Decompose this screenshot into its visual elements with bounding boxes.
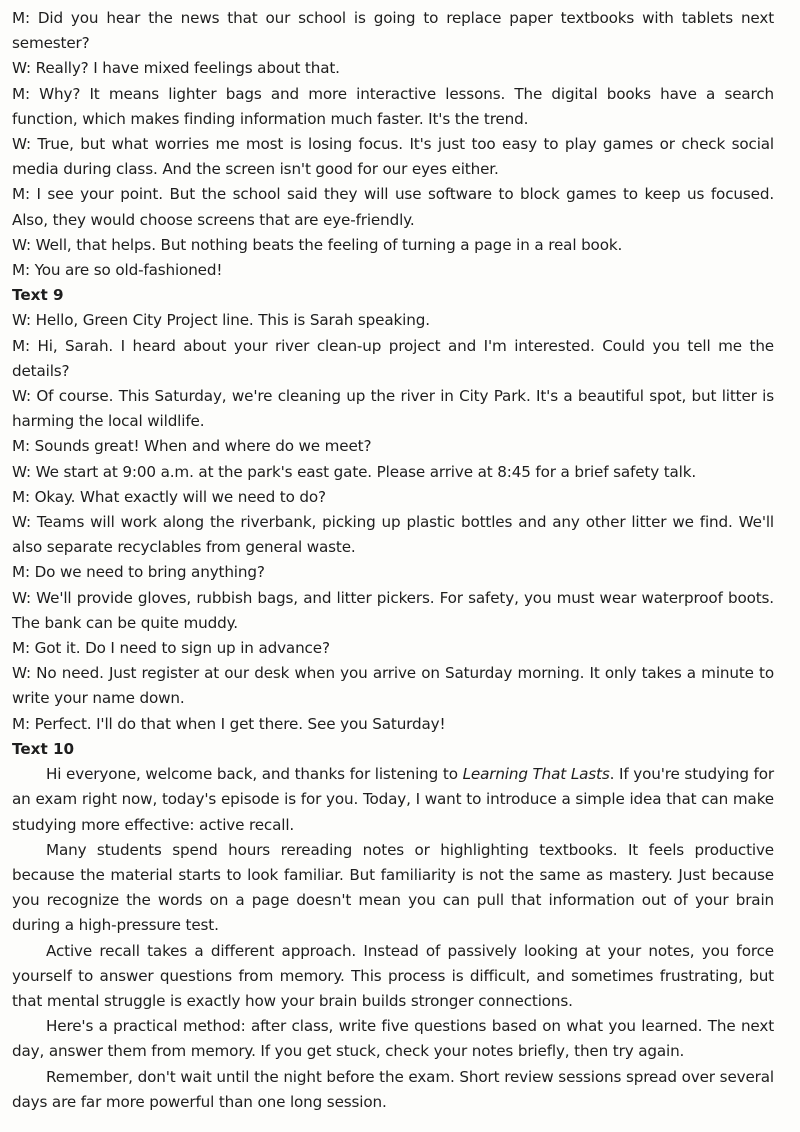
dialogue-line: M: You are so old-fashioned! [12, 261, 223, 280]
dialogue-line: W: Teams will work along the riverbank, picking up plastic bottles and any other litter we find. We'll also separate recyclables from general waste. [12, 513, 774, 557]
dialogue-line: W: We'll provide gloves, rubbish bags, and litter pickers. For safety, you must wear waterproof boots. The bank can be quite muddy. [12, 588, 774, 632]
paragraph-text: . If you're studying for an exam right now, today's episode is for you. Today, I want to introduce a simple idea that can make studying more effective: active recall. [12, 765, 774, 834]
paragraph [12, 762, 774, 838]
section-heading-text9: Text 9 [12, 286, 64, 305]
dialogue-line: M: Perfect. I'll do that when I get there. See you Saturday! [12, 714, 446, 733]
paragraph: Here's a practical method: after class, write five questions based on what you learned. The next day, answer them from memory. If you get stuck, check your notes briefly, then try again. [12, 1017, 774, 1061]
dialogue-line: W: We start at 9:00 a.m. at the park's east gate. Please arrive at 8:45 for a brief safety talk. [12, 462, 697, 481]
dialogue-line: M: Did you hear the news that our school is going to replace paper textbooks with tablets next semester? [12, 9, 774, 53]
dialogue-line: W: True, but what worries me most is losing focus. It's just too easy to play games or check social media during class. And the screen isn't good for our eyes either. [12, 135, 774, 179]
dialogue-line: W: Of course. This Saturday, we're cleaning up the river in City Park. It's a beautiful spot, but litter is harming the local wildlife. [12, 387, 774, 431]
dialogue-line: W: Really? I have mixed feelings about that. [12, 59, 340, 78]
dialogue-line: M: Why? It means lighter bags and more interactive lessons. The digital books have a search function, which makes finding information much faster. It's the trend. [12, 84, 774, 128]
dialogue-line: W: Hello, Green City Project line. This is Sarah speaking. [12, 311, 430, 330]
dialogue-line: M: Do we need to bring anything? [12, 563, 265, 582]
paragraph: Many students spend hours rereading notes or highlighting textbooks. It feels productive because the material starts to look familiar. But familiarity is not the same as mastery. Just because you recognize the words on a page doesn't mean you can pull that information out of your brain during a high-pressure test. [12, 840, 774, 935]
dialogue-line: M: I see your point. But the school said they will use software to block games to keep us focused. Also, they would choose screens that are eye-friendly. [12, 185, 774, 229]
paragraph: Remember, don't wait until the night before the exam. Short review sessions spread over several days are far more powerful than one long session. [12, 1067, 774, 1111]
dialogue-line: M: Hi, Sarah. I heard about your river clean-up project and I'm interested. Could you tell me the details? [12, 336, 774, 380]
podcast-title: Learning That Lasts [462, 765, 610, 784]
paragraph: Active recall takes a different approach. Instead of passively looking at your notes, you force yourself to answer questions from memory. This process is difficult, and sometimes frustrating, but that mental struggle is exactly how your brain builds stronger connections. [12, 941, 774, 1010]
dialogue-line: M: Sounds great! When and where do we meet? [12, 437, 372, 456]
dialogue-line: M: Got it. Do I need to sign up in advance? [12, 639, 330, 658]
section-heading-text10: Text 10 [12, 739, 75, 758]
paragraph-text: Hi everyone, welcome back, and thanks for listening to [46, 765, 463, 784]
dialogue-line: W: No need. Just register at our desk when you arrive on Saturday morning. It only takes a minute to write your name down. [12, 664, 774, 708]
dialogue-line: M: Okay. What exactly will we need to do? [12, 487, 326, 506]
dialogue-line: W: Well, that helps. But nothing beats the feeling of turning a page in a real book. [12, 235, 623, 254]
